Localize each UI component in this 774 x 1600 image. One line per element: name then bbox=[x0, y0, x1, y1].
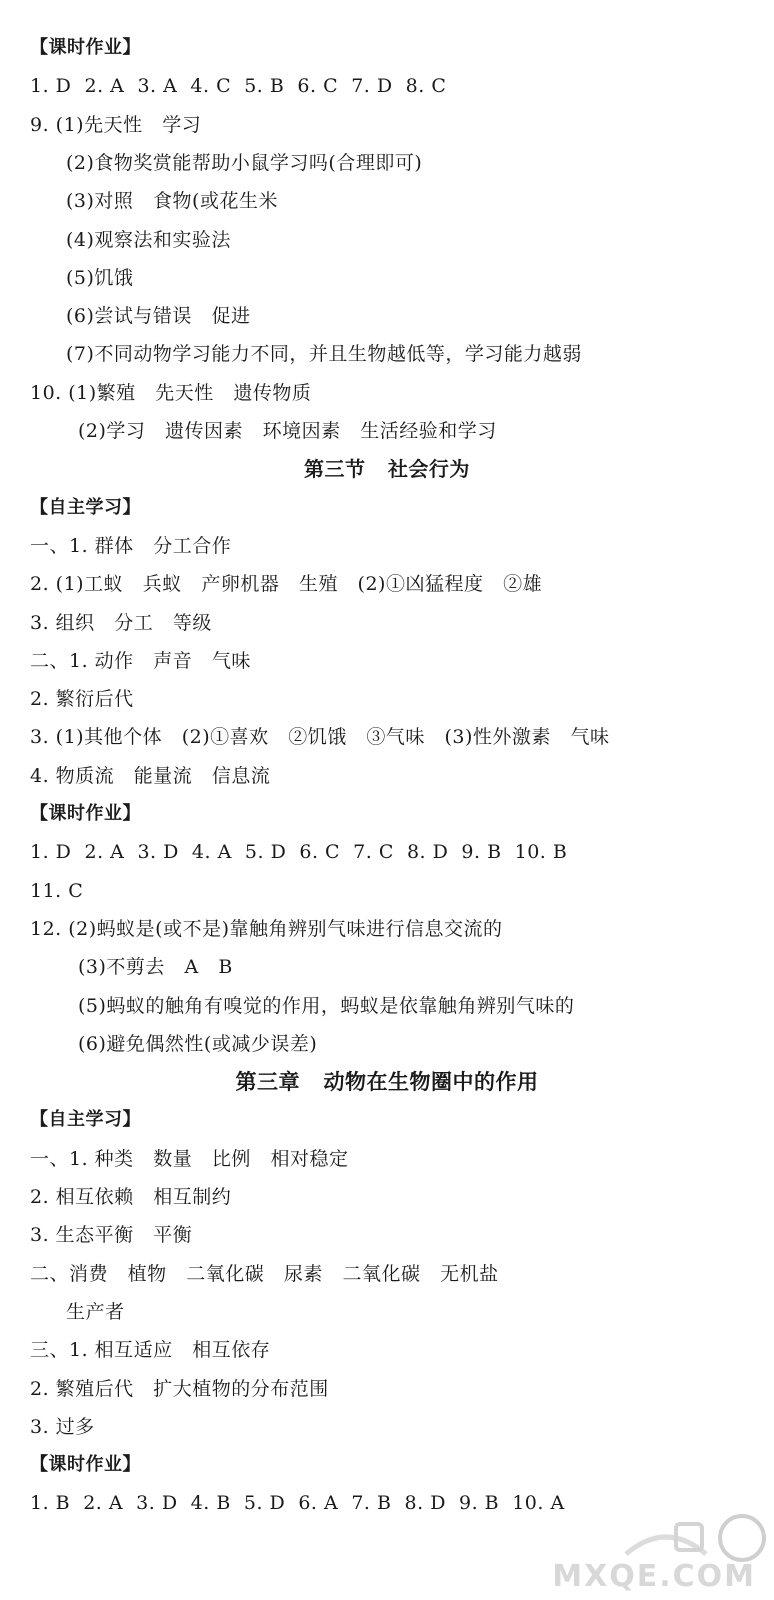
answer-line: 2. 相互依赖 相互制约 bbox=[30, 1186, 232, 1208]
answer-line: 2. (1)工蚁 兵蚁 产卵机器 生殖 (2)①凶猛程度 ②雄 bbox=[30, 573, 543, 596]
answer-line: 4. 物质流 能量流 信息流 bbox=[30, 764, 271, 787]
answer-line: (5)饥饿 bbox=[66, 266, 134, 289]
answer-line: 二、1. 动作 声音 气味 bbox=[30, 649, 251, 672]
section-label: 【课时作业】 bbox=[30, 803, 141, 824]
section-heading: 第三节 社会行为 bbox=[304, 457, 470, 482]
answer-line: 3. 组织 分工 等级 bbox=[30, 611, 212, 634]
answer-line: (6)避免偶然性(或减少误差) bbox=[78, 1032, 318, 1055]
answer-line: 1. D 2. A 3. A 4. C 5. B 6. C 7. D 8. C bbox=[30, 75, 447, 98]
watermark-text: MXQE.COM bbox=[552, 1559, 756, 1594]
answer-line: 3. (1)其他个体 (2)①喜欢 ②饥饿 ③气味 (3)性外激素 气味 bbox=[30, 726, 610, 749]
section-label: 【自主学习】 bbox=[30, 496, 141, 518]
answer-line: 3. 过多 bbox=[30, 1415, 95, 1438]
answer-line: 二、消费 植物 二氧化碳 尿素 二氧化碳 无机盐 bbox=[30, 1262, 499, 1285]
answer-line: 三、1. 相互适应 相互依存 bbox=[30, 1339, 271, 1362]
answer-line: (7)不同动物学习能力不同，并且生物越低等，学习能力越弱 bbox=[66, 343, 582, 366]
answer-line: 生产者 bbox=[66, 1300, 125, 1323]
answer-line: (3)不剪去 A B bbox=[78, 956, 233, 979]
answer-line: 一、1. 群体 分工合作 bbox=[30, 534, 232, 557]
answer-line: 11. C bbox=[30, 879, 84, 902]
answer-line: 9. (1)先天性 学习 bbox=[30, 113, 202, 136]
answer-line: 2. 繁衍后代 bbox=[30, 688, 134, 711]
answer-line: (5)蚂蚁的触角有嗅觉的作用，蚂蚁是依靠触角辨别气味的 bbox=[78, 994, 575, 1017]
answer-line: 一、1. 种类 数量 比例 相对稳定 bbox=[30, 1147, 349, 1170]
answer-line: 1. D 2. A 3. D 4. A 5. D 6. C 7. C 8. D 9. B 10. B bbox=[30, 841, 568, 864]
answer-line: (6)尝试与错误 促进 bbox=[66, 305, 251, 328]
section-label: 【自主学习】 bbox=[30, 1109, 141, 1131]
answer-line: 12. (2)蚂蚁是(或不是)靠触角辨别气味进行信息交流的 bbox=[30, 917, 503, 940]
answer-line: (2)食物奖赏能帮助小鼠学习吗(合理即可) bbox=[66, 151, 423, 174]
answer-line: (3)对照 食物(或花生米 bbox=[66, 190, 278, 213]
answer-line: 3. 生态平衡 平衡 bbox=[30, 1224, 193, 1247]
answer-line: (4)观察法和实验法 bbox=[66, 228, 231, 251]
section-label: 【课时作业】 bbox=[30, 37, 141, 58]
answer-line: 2. 繁殖后代 扩大植物的分布范围 bbox=[30, 1377, 329, 1400]
answer-line: 1. B 2. A 3. D 4. B 5. D 6. A 7. B 8. D 9. B 10. A bbox=[30, 1492, 565, 1515]
answer-line: (2)学习 遗传因素 环境因素 生活经验和学习 bbox=[78, 420, 497, 442]
section-label: 【课时作业】 bbox=[30, 1454, 141, 1476]
answer-line: 10. (1)繁殖 先天性 遗传物质 bbox=[30, 381, 312, 404]
section-heading: 第三章 动物在生物圈中的作用 bbox=[235, 1070, 539, 1095]
